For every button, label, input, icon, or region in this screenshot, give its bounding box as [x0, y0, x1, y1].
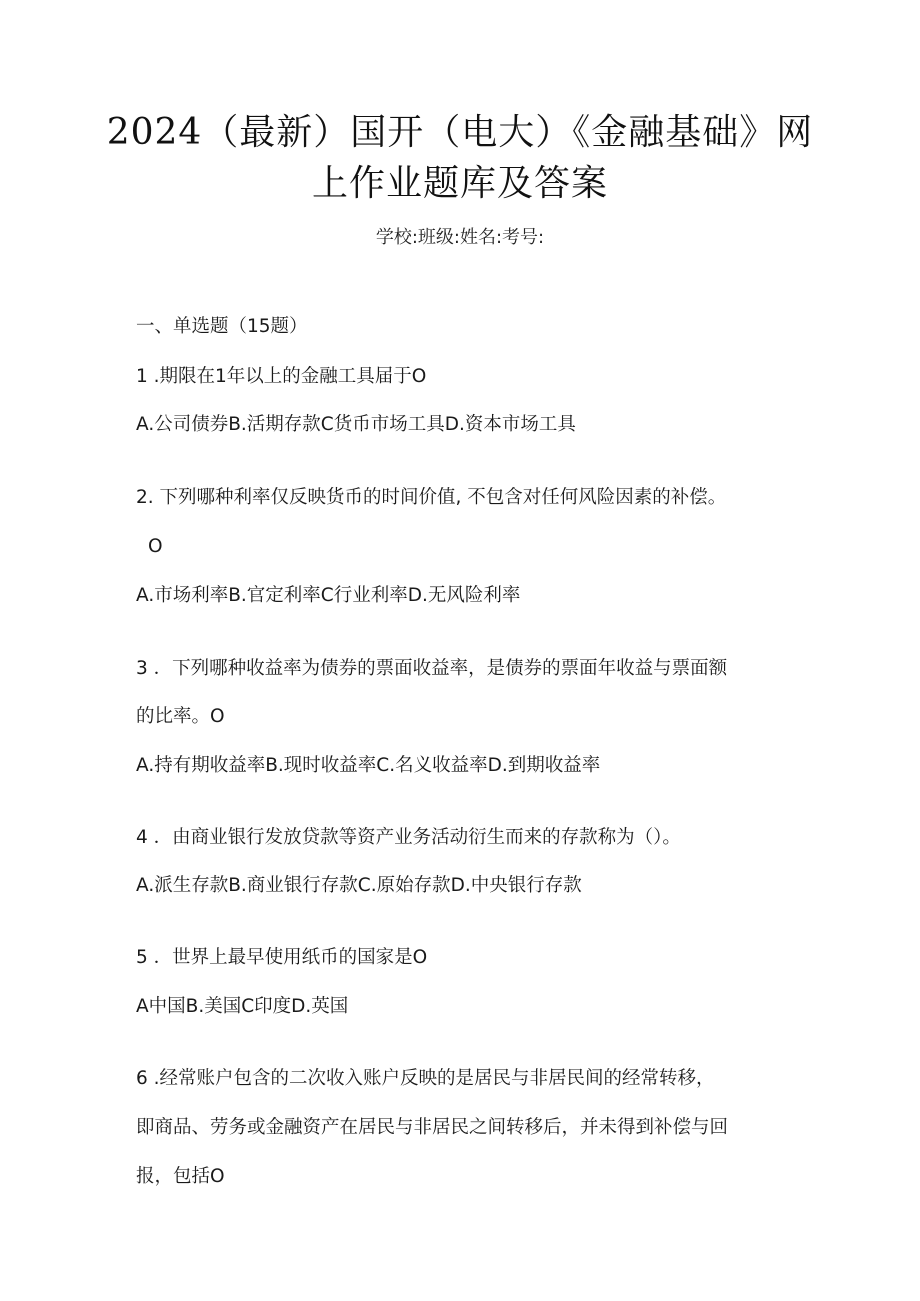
question-2-stem-cont: O — [148, 536, 163, 557]
question-1-options: A.公司债券B.活期存款C货币市场工具D.资本市场工具 — [136, 414, 576, 435]
question-3-stem-cont: 的比率。O — [136, 706, 225, 727]
question-1-stem: 1 .期限在1年以上的金融工具届于O — [136, 366, 427, 387]
section-heading: 一、单选题（15题） — [136, 316, 308, 337]
question-5-options: A中国B.美国C印度D.英国 — [136, 996, 349, 1017]
question-4-stem: 4 ．由商业银行发放贷款等资产业务活动衍生而来的存款称为（）。 — [136, 827, 681, 848]
question-5-stem: 5 ．世界上最早使用纸币的国家是O — [136, 947, 428, 968]
question-4-options: A.派生存款B.商业银行存款C.原始存款D.中央银行存款 — [136, 875, 582, 896]
question-2-stem: 2. 下列哪种利率仅反映货币的时间价值, 不包含对任何风险因素的补偿。 — [136, 487, 727, 508]
question-2-options: A.市场利率B.官定利率C行业利率D.无风险利率 — [136, 585, 521, 606]
question-6-stem: 6 .经常账户包含的二次收入账户反映的是居民与非居民间的经常转移， — [136, 1068, 715, 1089]
document-title-line1: 2024（最新）国开（电大）《金融基础》网 — [106, 112, 814, 153]
question-6-stem-cont2: 报，包括O — [136, 1166, 225, 1187]
student-info-line: 学校:班级:姓名:考号: — [375, 227, 545, 248]
document-title-line2: 上作业题库及答案 — [311, 163, 608, 204]
question-3-stem: 3 ．下列哪种收益率为债券的票面收益率，是债券的票面年收益与票面额 — [136, 658, 728, 679]
question-3-options: A.持有期收益率B.现时收益率C.名义收益率D.到期收益率 — [136, 755, 601, 776]
question-6-stem-cont: 即商品、劳务或金融资产在居民与非居民之间转移后，并未得到补偿与回 — [136, 1117, 729, 1138]
